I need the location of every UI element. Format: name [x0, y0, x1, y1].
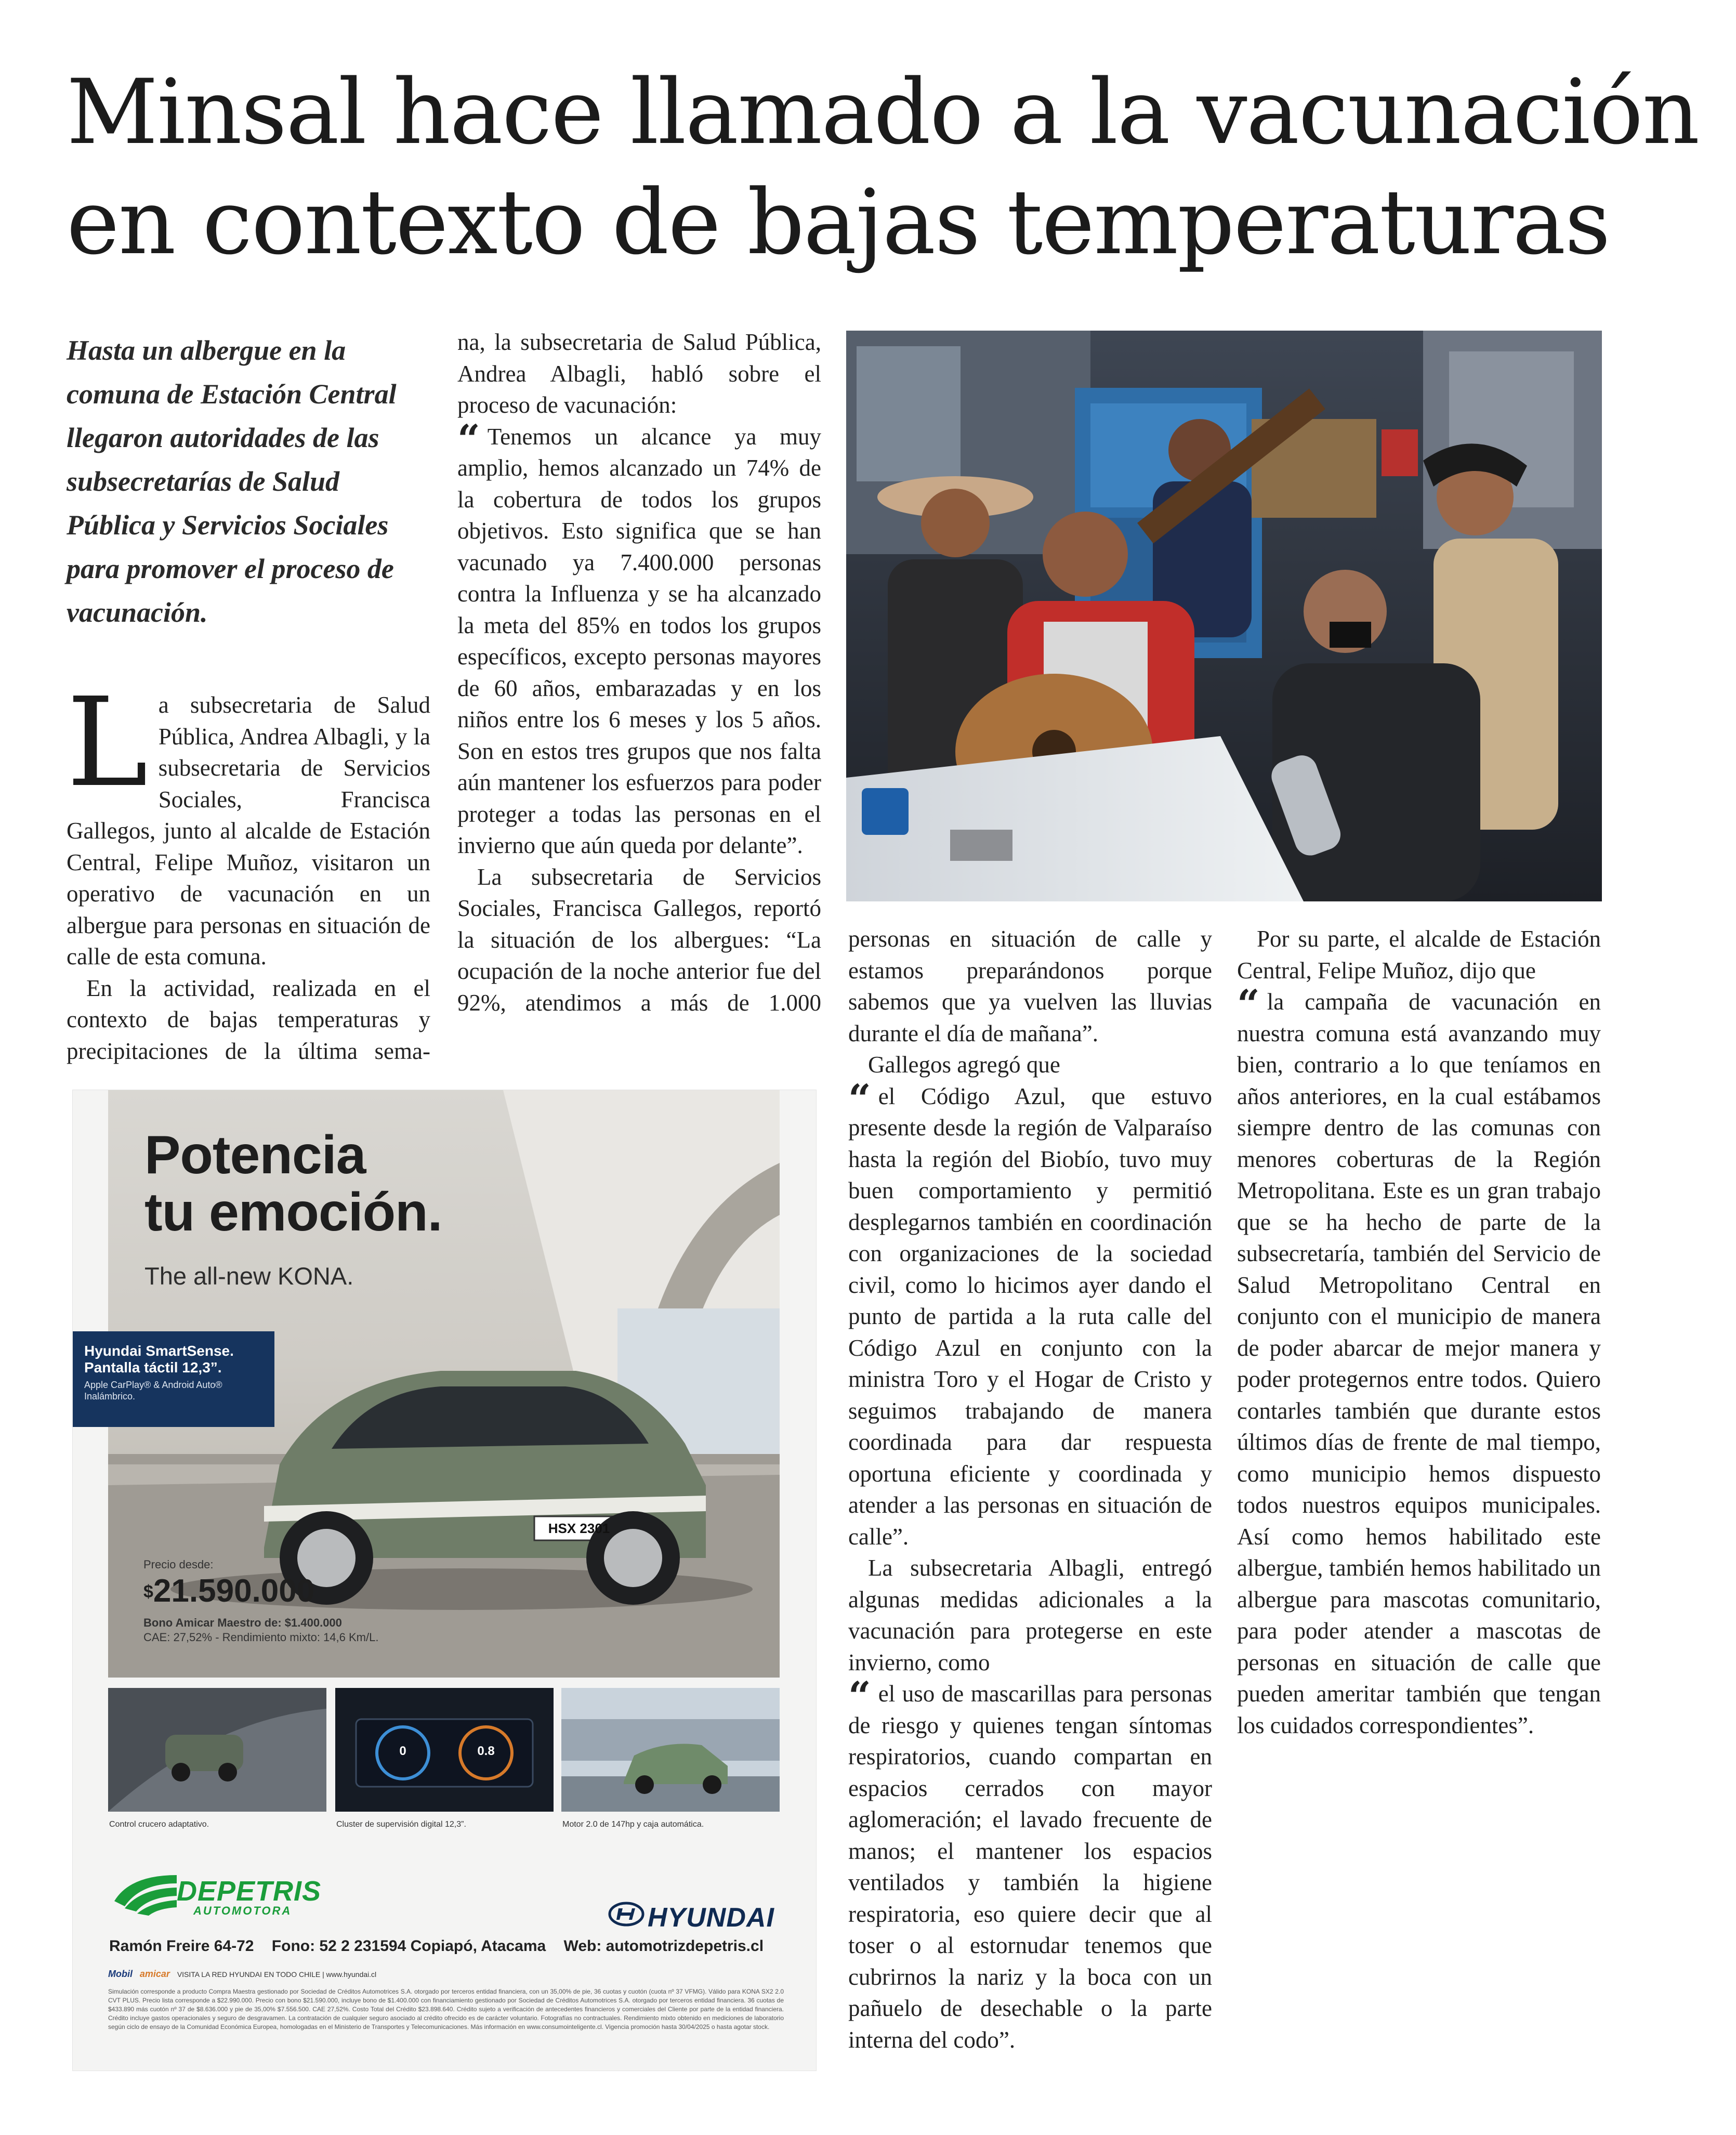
headline [67, 57, 1699, 278]
thumb-cruise-control [108, 1688, 326, 1812]
quote-mark-icon: “ [457, 415, 480, 462]
smartsense-line-2: Pantalla táctil 12,3”. [84, 1359, 222, 1376]
column-3 [848, 923, 1212, 2055]
column-3-paragraph-1: personas en situación de calle y estamos preparándonos porque sabemos que ya vuelven las lluvias durante el día de mañana”. [848, 926, 1212, 1046]
column-3-paragraph-3: La subsecretaria Albagli, entregó algunas medidas adicionales a la vacunación para protegerse en este invierno, como [848, 1555, 1212, 1675]
headline-line-2: en contexto de bajas temperaturas [67, 170, 1610, 274]
quote-mark-icon: “ [1237, 981, 1260, 1027]
column-3-quote-1-text: el Código Azul, que estuvo presente desde la región de Valparaíso hasta la región del Biobío, tuvo muy buen comportamiento y permitió desplegarnos también en coordinación con organizaciones de la sociedad civil, como lo hicimos ayer dando el punto de partida a la ruta calle del Código Azul en conjunto con la ministra Toro y el Hogar de Cristo y seguimos trabajando de manera coordinada para dar respuesta oportuna eficiente y coordinada y atender a las personas en situación de calle”. [848, 1083, 1212, 1550]
thumb-cruise-image [108, 1688, 326, 1812]
thumb-engine-image [561, 1688, 780, 1812]
ad-headline-line-1: Potencia [144, 1125, 366, 1185]
cae-text: CAE: 27,52% - Rendimiento mixto: 14,6 Km/L. [143, 1631, 379, 1644]
column-1-paragraph-1 [67, 671, 430, 973]
column-3-paragraph-2: Gallegos agregó que [868, 1052, 1060, 1078]
column-3-quote-2 [848, 1673, 1212, 2055]
hyundai-advertisement[interactable] [72, 1090, 817, 2071]
thumb-3-caption: Motor 2.0 de 147hp y caja automática. [562, 1820, 704, 1829]
dealer-contact [109, 1937, 785, 1955]
hyundai-logo-icon [608, 1901, 645, 1927]
cluster-left-readout: 0 [399, 1744, 406, 1758]
smartsense-small: Apple CarPlay® & Android Auto® Inalámbrico. [84, 1380, 222, 1401]
lead-paragraph [67, 329, 410, 634]
column-4 [1237, 923, 1601, 1741]
ad-headline-line-2: tu emoción. [144, 1182, 442, 1242]
smartsense-box [73, 1331, 274, 1427]
thumb-cluster-image [335, 1688, 554, 1812]
thumb-2-caption: Cluster de supervisión digital 12,3”. [336, 1820, 466, 1829]
column-2-paragraph-1: na, la subsecretaria de Salud Pública, Andrea Albagli, habló sobre el proceso de vacunación: [457, 329, 821, 418]
column-1 [67, 671, 430, 1067]
license-plate: HSX 2301 [548, 1521, 610, 1536]
smartsense-line-1: Hyundai SmartSense. [84, 1343, 234, 1359]
column-2 [457, 326, 821, 1018]
amicar-logo: amicar [139, 1969, 170, 1979]
column-2-quote-text: Tenemos un alcance ya muy amplio, hemos alcanzado un 74% de la cobertura de todos los grupos objetivos. Esto significa que se han vacunado ya 7.400.000 personas contra la Influenza y se ha alcanzado la meta del 85% en todos los grupos específicos, excepto personas mayores de 60 años, embarazadas y en los niños entre los 6 meses y los 5 años. Son en estos tres grupos que nos falta aún mantener los esfuerzos para poder proteger a todas las personas en el invierno que aún queda por delante”. [457, 423, 821, 858]
column-4-paragraph-1: Por su parte, el alcalde de Estación Central, Felipe Muñoz, dijo que [1237, 926, 1601, 984]
mobil-logo: Mobil [108, 1969, 133, 1979]
dealer-address: Ramón Freire 64-72 [109, 1937, 254, 1955]
brand-name: HYUNDAI [648, 1903, 774, 1933]
footer-visit[interactable]: VISITA LA RED HYUNDAI EN TODO CHILE | www.hyundai.cl [177, 1970, 377, 1979]
column-1-paragraph-1-text: a subsecretaria de Salud Pública, Andrea Albagli, y la subsecretaria de Servicios Sociales, Francisca Gallegos, junto al alcalde de Estación Central, Felipe Muñoz, visitaron un operativo de vacunación en un albergue para personas en situación de calle de esta comuna. [67, 692, 430, 970]
column-3-quote-1 [848, 1075, 1212, 1553]
column-4-quote-text: la campaña de vacunación en nuestra comuna está avanzando muy bien, contrario a lo que teníamos en años anteriores, en la cual estábamos siempre dentro de las comunas con menores coberturas de la Región Metropolitana. Este es un gran trabajo que se ha hecho de parte de la subsecretaría, también del Servicio de Salud Metropolitano Central en conjunto con el municipio de manera de poder abarcar de mejor manera y poder protegernos entre todos. Quiero contarles también que durante estos últimos días de frente de mal tiempo, como municipio hemos dispuesto todos nuestros equipos municipales. Así como hemos habilitado este albergue, también hemos habilitado un albergue para mascotas comunitario, para poder atender a mascotas de personas en situación de calle que pueden ameritar también que tengan los cuidados correspondientes”. [1237, 989, 1601, 1738]
lead-text: Hasta un albergue en la comuna de Estación Central llegaron autoridades de las subsecretarías de Salud Pública y Servicios Sociales para promover el proceso de vacunación. [67, 335, 397, 628]
dealer-subtitle: AUTOMOTORA [193, 1904, 292, 1917]
price-value: 21.590.000 [153, 1573, 315, 1609]
dealer-name: DEPETRIS [177, 1876, 322, 1907]
price [143, 1573, 314, 1609]
article-photo [846, 331, 1602, 901]
depetris-logo-icon [109, 1870, 182, 1917]
thumb-digital-cluster [335, 1688, 554, 1812]
column-2-paragraph-2: La subsecretaria de Servicios Sociales, Francisca Gallegos, reportó la situación de los albergues: “La ocupación de la noche anterior fue del 92%, atendimos a más de 1.000 [457, 863, 821, 1016]
headline-line-1: Minsal hace llamado a la vacunación [67, 60, 1699, 164]
quote-mark-icon: “ [848, 1075, 871, 1122]
quote-mark-icon: “ [848, 1673, 871, 1719]
dealer-phone: Fono: 52 2 231594 Copiapó, Atacama [271, 1937, 546, 1955]
column-1-paragraph-2: En la actividad, realizada en el contexto de bajas temperaturas y precipitaciones de la última sema- [67, 975, 430, 1064]
thumb-1-caption: Control crucero adaptativo. [109, 1820, 209, 1829]
ad-subtitle: The all-new KONA. [144, 1262, 354, 1290]
cluster-right-readout: 0.8 [477, 1744, 495, 1758]
price-currency: $ [143, 1582, 153, 1602]
column-2-quote [457, 415, 821, 861]
ad-fine-print: Simulación corresponde a producto Compra Maestra gestionado por Sociedad de Créditos Automotrices S.A. otorgado por terceros entidad financiera, con un 35,00% de pie, 36 cuotas y cuotón (cuota nº 37 VFMG). Válido para KONA SX2 2.0 CVT PLUS. Precio lista corresponde a $22.990.000. Precio con bono $21.590.000, incluye bono de $1.400.000 con financiamiento gestionado por Sociedad de Créditos Automotrices S.A. otorgado por terceros entidad financiera. 36 cuotas de $433.890 más cuotón nº 37 de $8.636.000 y pie de 35,00% $7.556.500. CAE 27,52%. Costo Total del Crédito $23.898.640. Crédito sujeto a verificación de antecedentes financieros y comerciales del Cliente por parte de la entidad financiera. Crédito incluye gastos operacionales y seguro de desgravamen. La contratación de cualquier seguro asociado al crédito ofrecido es de carácter voluntario. Fotografías no contractuales. Rendimiento mixto obtenido en mediciones de laboratorio según ciclo de ensayo de la Comunidad Económica Europea, homologadas en el Ministerio de Transportes y Telecomunicaciones. Más información en www.consumointeligente.cl. Vigencia promoción hasta 30/04/2025 o hasta agotar stock. [108, 1988, 784, 2031]
dealer-web[interactable]: Web: automotrizdepetris.cl [563, 1937, 764, 1955]
photo-illustration [846, 331, 1602, 901]
bono-text: Bono Amicar Maestro de: $1.400.000 [143, 1616, 342, 1629]
drop-cap: L [67, 671, 148, 814]
thumb-engine [561, 1688, 780, 1812]
column-4-quote [1237, 981, 1601, 1741]
ad-footer-line [108, 1969, 784, 1980]
column-3-quote-2-text: el uso de mascarillas para personas de riesgo y quienes tengan síntomas respiratorios, cuando compartan en espacios cerrados con mayor aglomeración; el lavado frecuente de manos; el mantener los espacios ventilados y también la higiene respiratoria, eso quiere decir que al toser o al estornudar tenemos que cubrirnos la nariz y la boca con un pañuelo de desechable o la parte interna del codo”. [848, 1681, 1212, 2053]
price-label: Precio desde: [143, 1558, 214, 1571]
